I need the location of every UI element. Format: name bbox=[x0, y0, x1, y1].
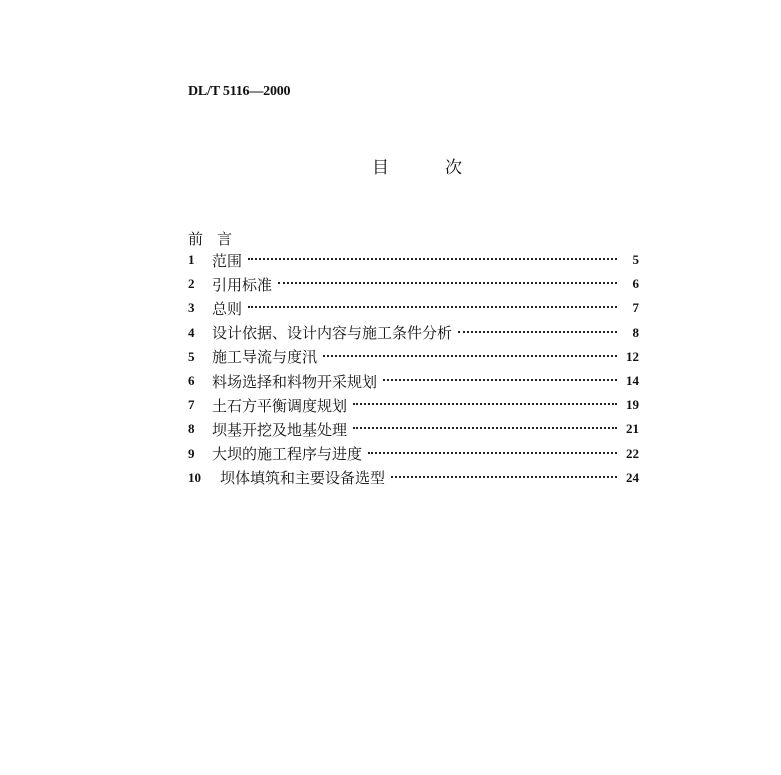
toc-entry-title: 引用标准 bbox=[212, 275, 273, 294]
toc-entry-title: 土石方平衡调度规划 bbox=[212, 396, 348, 415]
toc-dot-leader bbox=[248, 258, 617, 260]
toc-entry-number: 10 bbox=[188, 469, 201, 485]
toc-entry-number: 5 bbox=[188, 348, 195, 364]
toc-entry-title: 大坝的施工程序与进度 bbox=[212, 445, 363, 464]
toc-dot-leader bbox=[248, 306, 617, 308]
toc-entry-8[interactable] bbox=[188, 417, 639, 441]
toc-dot-leader bbox=[323, 355, 617, 357]
toc-dot-leader bbox=[353, 403, 617, 405]
toc-entry-page: 8 bbox=[632, 324, 639, 340]
toc-entry-page: 6 bbox=[632, 276, 639, 292]
toc-entry-4[interactable] bbox=[188, 321, 639, 345]
toc-dot-leader bbox=[353, 427, 617, 429]
toc-dot-leader bbox=[458, 331, 617, 333]
toc-entry-title: 坝体填筑和主要设备选型 bbox=[220, 469, 386, 488]
toc-entry-page: 5 bbox=[632, 252, 639, 268]
toc-entry-10[interactable] bbox=[188, 466, 639, 490]
toc-dot-leader bbox=[368, 452, 617, 454]
toc-entry-number: 9 bbox=[188, 445, 195, 461]
toc-entry-title: 施工导流与度汛 bbox=[212, 348, 318, 367]
toc-entry-number: 4 bbox=[188, 324, 195, 340]
toc-entry-3[interactable] bbox=[188, 296, 639, 320]
toc-entry-2[interactable] bbox=[188, 272, 639, 296]
toc-entry-number: 6 bbox=[188, 373, 195, 389]
toc-entry-1[interactable] bbox=[188, 248, 639, 272]
toc-dot-leader bbox=[278, 282, 617, 284]
toc-title bbox=[372, 153, 462, 178]
toc-entry-title: 范围 bbox=[212, 251, 243, 270]
toc-entry-9[interactable] bbox=[188, 442, 639, 466]
toc-title-right: 次 bbox=[445, 158, 462, 178]
toc-entry-page: 14 bbox=[626, 373, 639, 389]
toc-entry-number: 7 bbox=[188, 397, 195, 413]
toc-title-left: 目 bbox=[372, 158, 389, 178]
toc-entry-6[interactable] bbox=[188, 369, 639, 393]
toc-entry-page: 7 bbox=[632, 300, 639, 316]
toc-entry-page: 19 bbox=[626, 397, 639, 413]
toc-entry-5[interactable] bbox=[188, 345, 639, 369]
toc-entry-title: 总则 bbox=[212, 299, 243, 318]
toc-entry-page: 12 bbox=[626, 348, 639, 364]
toc-entry-7[interactable] bbox=[188, 393, 639, 417]
toc-entry-number: 1 bbox=[188, 252, 195, 268]
toc-entry-title: 设计依据、设计内容与施工条件分析 bbox=[212, 324, 453, 343]
toc-entry-page: 22 bbox=[626, 445, 639, 461]
toc-entry-number: 8 bbox=[188, 421, 195, 437]
toc-list bbox=[188, 248, 639, 490]
toc-entry-title: 料场选择和料物开采规划 bbox=[212, 372, 378, 391]
toc-entry-number: 2 bbox=[188, 276, 195, 292]
toc-entry-page: 24 bbox=[626, 469, 639, 485]
toc-dot-leader bbox=[391, 476, 617, 478]
toc-entry-number: 3 bbox=[188, 300, 195, 316]
toc-entry-page: 21 bbox=[626, 421, 639, 437]
document-code: DL/T 5116—2000 bbox=[188, 84, 291, 99]
toc-foreword: 前言 bbox=[188, 230, 247, 248]
toc-dot-leader bbox=[383, 379, 617, 381]
toc-entry-title: 坝基开挖及地基处理 bbox=[212, 420, 348, 439]
